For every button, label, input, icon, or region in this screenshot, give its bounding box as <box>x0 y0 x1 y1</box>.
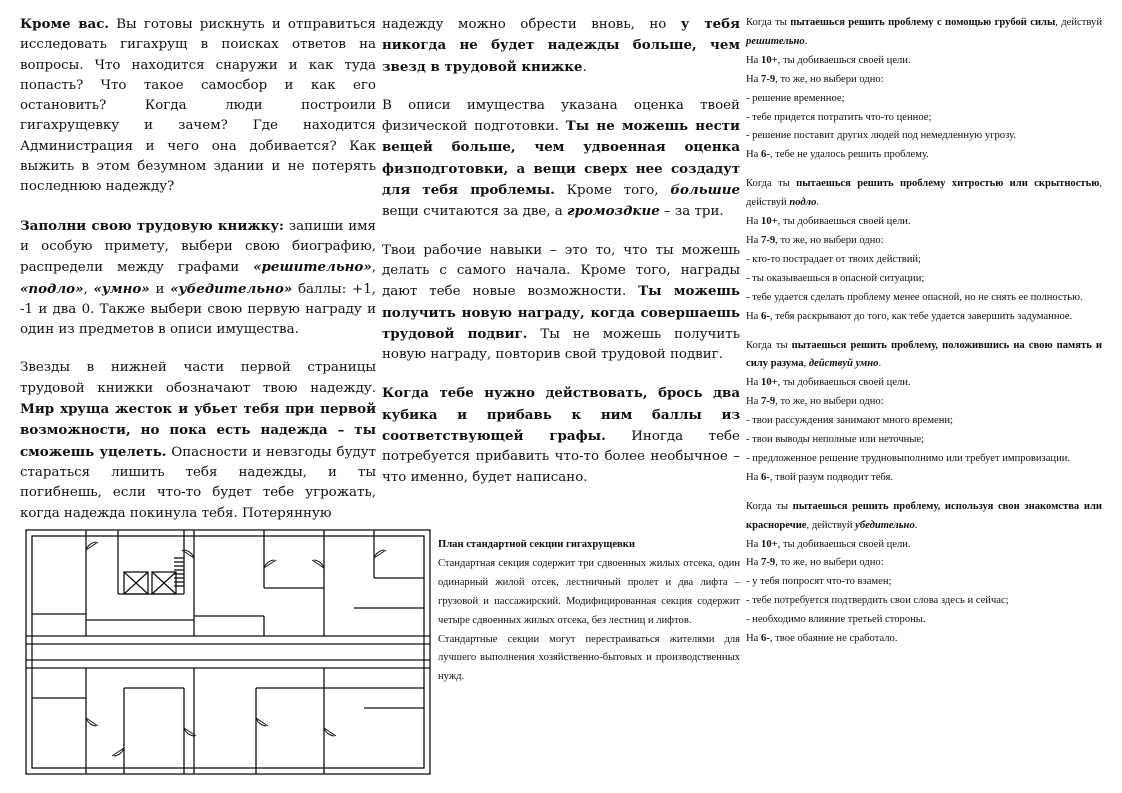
text-run: , то же, но выбери одно: <box>775 557 884 569</box>
floor-plan-drawing <box>24 528 432 778</box>
text-run: В описи имущества указана оценка твоей физической подготовки. <box>382 97 740 135</box>
column-left <box>20 14 376 542</box>
text-run: . <box>582 59 587 75</box>
text-run: пытаешься решить проблему, используя свои знакомства или красноречие <box>746 500 1102 531</box>
text-run: , <box>83 281 94 297</box>
text-run: пытаешься решить проблему хитростью или скрытностью <box>796 178 1100 190</box>
text-run: 7-9 <box>761 234 776 246</box>
caption-title: План стандартной секции гигахрущевки <box>438 539 635 550</box>
move-line <box>746 611 1102 630</box>
text-run: , действуй <box>746 178 1102 209</box>
text-run: Ты не можешь нести вещей больше, чем удвоенная оценка физподготовки, а вещи сверх нее создадут для тебя проблемы. <box>382 118 740 199</box>
text-run: 10+ <box>761 377 778 389</box>
text-run: , ты добиваешься своей цели. <box>777 538 911 550</box>
text-run: - ты оказываешься в опасной ситуации; <box>746 272 925 284</box>
move-line <box>746 536 1102 555</box>
text-run: 6- <box>761 310 770 322</box>
intro-paragraph <box>20 14 376 198</box>
text-run: Вы готовы рискнуть и отправиться исследовать гигахрущ в поисках ответов на вопросы. Что находится снаружи и как туда попасть? Что такое самосбор и как его остановить? Когда люди построили гигахрущевку и зачем? Где находится Администрация и чего она добивается? Как выжить в этом безумном здании и не потерять последнюю надежду? <box>20 17 376 195</box>
text-run: , ты добиваешься своей цели. <box>777 54 911 66</box>
text-run: - решение поставит других людей под немедленную угрозу. <box>746 130 1016 142</box>
move-line <box>746 573 1102 592</box>
move-line <box>746 109 1102 128</box>
text-run: На <box>746 633 762 645</box>
move-line <box>746 175 1102 213</box>
text-run: Ты не можешь получить новую награду, повторив свой трудовой подвиг. <box>382 326 740 363</box>
column-middle <box>382 14 740 506</box>
text-run: у тебя никогда не будет надежды больше, чем звезд в трудовой книжке <box>382 16 740 75</box>
text-run: На <box>746 396 762 408</box>
text-run: На <box>746 557 762 569</box>
text-run: , твое обаяние не сработало. <box>769 633 898 645</box>
text-run: решительно <box>746 35 805 47</box>
text-run: «подло» <box>20 280 84 297</box>
move-line <box>746 498 1102 536</box>
text-run: Когда ты <box>746 339 792 351</box>
move-mind <box>746 337 1102 488</box>
text-run: большие <box>670 182 740 199</box>
text-run: пытаешься решить проблему, положившись на свою память и силу разума <box>746 339 1102 370</box>
column-right-moves <box>746 14 1102 659</box>
text-run: Когда ты <box>746 17 791 28</box>
text-run: «решительно» <box>253 259 372 276</box>
text-run: – за три. <box>659 204 724 220</box>
skills-paragraph <box>382 241 740 366</box>
move-line <box>746 630 1102 649</box>
floor-plan-caption <box>438 536 740 687</box>
move-line <box>746 412 1102 431</box>
text-run: , то же, но выбери одно: <box>775 73 884 85</box>
text-run: - тебе удается сделать проблему менее опасной, но не снять ее полностью. <box>746 291 1083 303</box>
caption-paragraph: Стандартная секция содержит три сдвоенных жилых отсека, один одинарный жилой отсек, лестничный пролет и два лифта – грузовой и пассажирский. Модифицированная секция содержит четыре сдвоенных жилых отсека, без лестниц и лифтов. <box>438 557 740 626</box>
move-line <box>746 450 1102 469</box>
text-run: , твой разум подводит тебя. <box>769 471 894 483</box>
text-run: На <box>746 149 762 161</box>
text-run: Когда ты <box>746 500 793 512</box>
text-run: - решение временное; <box>746 92 845 104</box>
text-run: 10+ <box>761 54 778 66</box>
text-run: Кроме того, <box>554 183 671 199</box>
text-run: На <box>746 471 762 483</box>
text-run: - у тебя попросят что-то взамен; <box>746 576 892 588</box>
text-run: На <box>746 538 762 550</box>
text-run: вещи считаются за две, а <box>382 204 568 220</box>
move-line <box>746 393 1102 412</box>
text-run: , тебе не удалось решить проблему. <box>769 149 929 161</box>
text-run: - тебе придется потратить что-то ценное; <box>746 111 932 123</box>
text-run: , ты добиваешься своей цели. <box>777 216 911 228</box>
text-run: 6- <box>761 633 770 645</box>
text-run: «умно» <box>93 280 150 297</box>
text-run: - твои выводы неполные или неточные; <box>746 434 925 446</box>
text-run: . <box>816 197 820 209</box>
text-run: Звезды в нижней части первой страницы трудовой книжки обозначают твою надежду. <box>20 360 376 396</box>
caption-paragraph: Стандартные секции могут перестраиваться жителями для лучшего выполнения хозяйственно-бытовых и производственных нужд. <box>438 633 740 683</box>
text-run: подло <box>789 197 817 209</box>
text-run: , то же, но выбери одно: <box>775 396 884 408</box>
text-run: Когда тебе нужно действовать, брось два кубика и прибавь к ним баллы из соответствующей графы. <box>382 385 740 445</box>
workbook-paragraph <box>20 216 376 341</box>
text-run: , тебя раскрывают до того, как тебе удается завершить задуманное. <box>769 310 1073 322</box>
text-run: Иногда тебе потребуется прибавить что-то более необычное – что именно, будет написано. <box>382 429 740 485</box>
move-force <box>746 14 1102 165</box>
text-run: Когда ты <box>746 178 797 190</box>
text-run: Опасности и невзгоды будут стараться лишить тебя надежды, и ты погибнешь, если что-то будет тебе угрожать, когда надежда покинула тебя. Потерянную <box>20 444 376 521</box>
move-line <box>746 592 1102 611</box>
text-run: , действуй <box>806 519 856 531</box>
move-line <box>746 71 1102 90</box>
text-run: 6- <box>761 149 770 161</box>
text-run: убедительно <box>855 519 915 531</box>
text-run: «убедительно» <box>170 280 293 297</box>
text-run: 7-9 <box>761 557 776 569</box>
hope-paragraph <box>20 358 376 523</box>
text-run: запиши имя и особую примету, выбери свою биографию, распредели между графами <box>20 218 377 276</box>
text-run: Мир хруща жесток и убьет тебя при первой возможности, но пока есть надежда – ты сможешь уцелеть. <box>20 401 376 460</box>
text-run: , ты добиваешься своей цели. <box>777 377 911 389</box>
text-run: . <box>804 35 808 47</box>
move-line <box>746 270 1102 289</box>
text-run: 7-9 <box>761 73 776 85</box>
move-line <box>746 213 1102 232</box>
text-run: - кто-то пострадает от твоих действий; <box>746 253 921 265</box>
move-line <box>746 90 1102 109</box>
text-run: На <box>746 234 762 246</box>
text-run: 7-9 <box>761 396 776 408</box>
move-line <box>746 469 1102 488</box>
move-line <box>746 232 1102 251</box>
text-run: и <box>149 281 171 297</box>
move-persuade <box>746 498 1102 649</box>
text-run: пытаешься решить проблему с помощью грубой силы <box>790 17 1056 28</box>
move-cunning <box>746 175 1102 326</box>
move-line <box>746 14 1102 52</box>
text-run: баллы: +1, -1 и два 0. Также выбери свою первую награду и один из предметов в описи имущества. <box>20 281 376 338</box>
text-run: , то же, но выбери одно: <box>775 234 884 246</box>
text-run: надежду можно обрести вновь, но <box>382 17 681 32</box>
dice-paragraph <box>382 383 740 487</box>
hope-continued-paragraph <box>382 14 740 78</box>
text-run: На <box>746 310 762 322</box>
inventory-paragraph <box>382 96 740 223</box>
move-line <box>746 554 1102 573</box>
text-run: Кроме вас. <box>20 16 110 32</box>
text-run: На <box>746 73 762 85</box>
move-line <box>746 146 1102 165</box>
text-run: - предложенное решение трудновыполнимо или требует импровизации. <box>746 452 1071 464</box>
text-run: На <box>746 377 762 389</box>
text-run: Твои рабочие навыки – это то, что ты можешь делать с самого начала. Кроме того, награды дают тебе новые возможности. <box>382 242 740 300</box>
move-line <box>746 251 1102 270</box>
move-line <box>746 52 1102 71</box>
text-run: - необходимо влияние третьей стороны. <box>746 614 926 626</box>
text-run: На <box>746 216 762 228</box>
text-run: 6- <box>761 471 770 483</box>
move-line <box>746 374 1102 393</box>
text-run: - тебе потребуется подтвердить свои слова здесь и сейчас; <box>746 595 1009 607</box>
text-run: Заполни свою трудовую книжку: <box>20 217 284 234</box>
move-line <box>746 337 1102 375</box>
text-run: На <box>746 54 762 66</box>
text-run: , <box>803 358 809 370</box>
move-line <box>746 127 1102 146</box>
text-run: . <box>914 519 918 531</box>
move-line <box>746 431 1102 450</box>
text-run: действуй умно <box>808 358 879 370</box>
text-run: 10+ <box>761 216 778 228</box>
text-run: Ты можешь получить новую награду, когда совершаешь трудовой подвиг. <box>382 283 740 342</box>
text-run: - твои рассуждения занимают много времени; <box>746 415 954 427</box>
text-run: 10+ <box>761 538 778 550</box>
move-line <box>746 289 1102 308</box>
text-run: . <box>878 358 882 370</box>
text-run: , действуй <box>1055 17 1102 28</box>
text-run: громоздкие <box>567 203 660 220</box>
text-run: , <box>371 260 376 276</box>
move-line <box>746 308 1102 327</box>
